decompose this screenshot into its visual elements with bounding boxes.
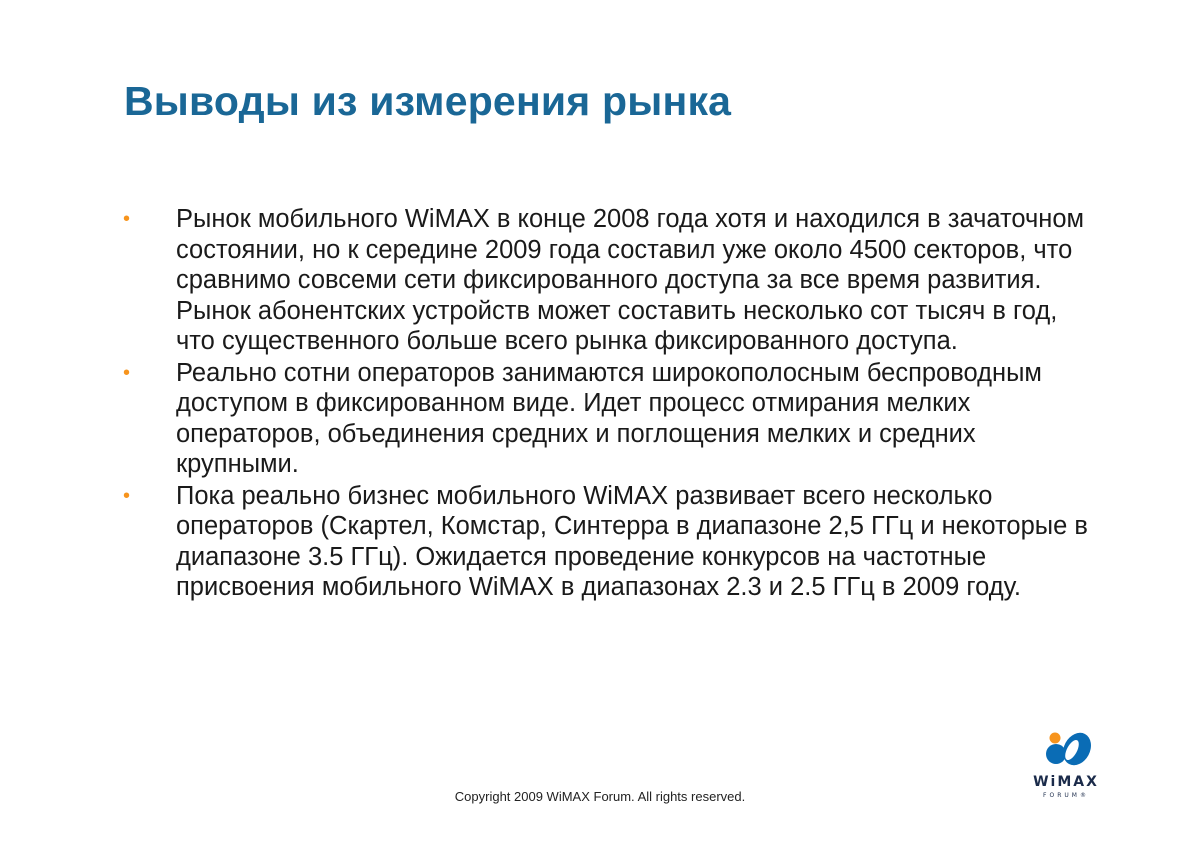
logo-orange-dot — [1050, 733, 1061, 744]
logo-submark: FORUM® — [1043, 792, 1089, 799]
logo-left-blue-circle — [1046, 744, 1066, 764]
bullet-marker-icon: • — [123, 208, 131, 230]
wimax-forum-logo — [1030, 728, 1110, 803]
bullet-marker-icon: • — [123, 361, 131, 384]
slide-title: Выводы из измерения рынка — [124, 78, 732, 124]
bullet-list — [118, 204, 1103, 604]
bullet-text: Реально сотни операторов занимаются широкополосным беспроводным доступом в фиксированном виде. Идет процесс отмирания мелких операторов, объединения средних и поглощения мелких и средних крупными. — [176, 358, 1042, 478]
bullet-item — [118, 481, 1103, 603]
bullet-text: Рынок мобильного WiMAX в конце 2008 года хотя и находился в зачаточном состоянии, но к середине 2009 года составил уже около 4500 секторов, что сравнимо совсеми сети фиксированного доступа за все время развития. Рынок абонентских устройств может составить несколько сот тысяч в год, что существенного больше всего рынка фиксированного доступа. — [176, 205, 1085, 355]
bullet-marker-icon: • — [123, 484, 131, 507]
bullet-item — [118, 358, 1103, 480]
wimax-forum-logo-icon — [1044, 728, 1094, 770]
bullet-text: Пока реально бизнес мобильного WiMAX развивает всего несколько операторов (Скартел, Комстар, Синтерра в диапазоне 2,5 ГГц и некоторые в диапазоне 3.5 ГГц). Ожидается проведение конкурсов на частотные присвоения мобильного WiMAX в диапазонах 2.3 и 2.5 ГГц в 2009 году. — [176, 481, 1088, 601]
footer-copyright: Copyright 2009 WiMAX Forum. All rights reserved. — [454, 789, 746, 804]
bullet-item — [118, 204, 1103, 357]
logo-wordmark: WiMAX — [1033, 774, 1099, 790]
